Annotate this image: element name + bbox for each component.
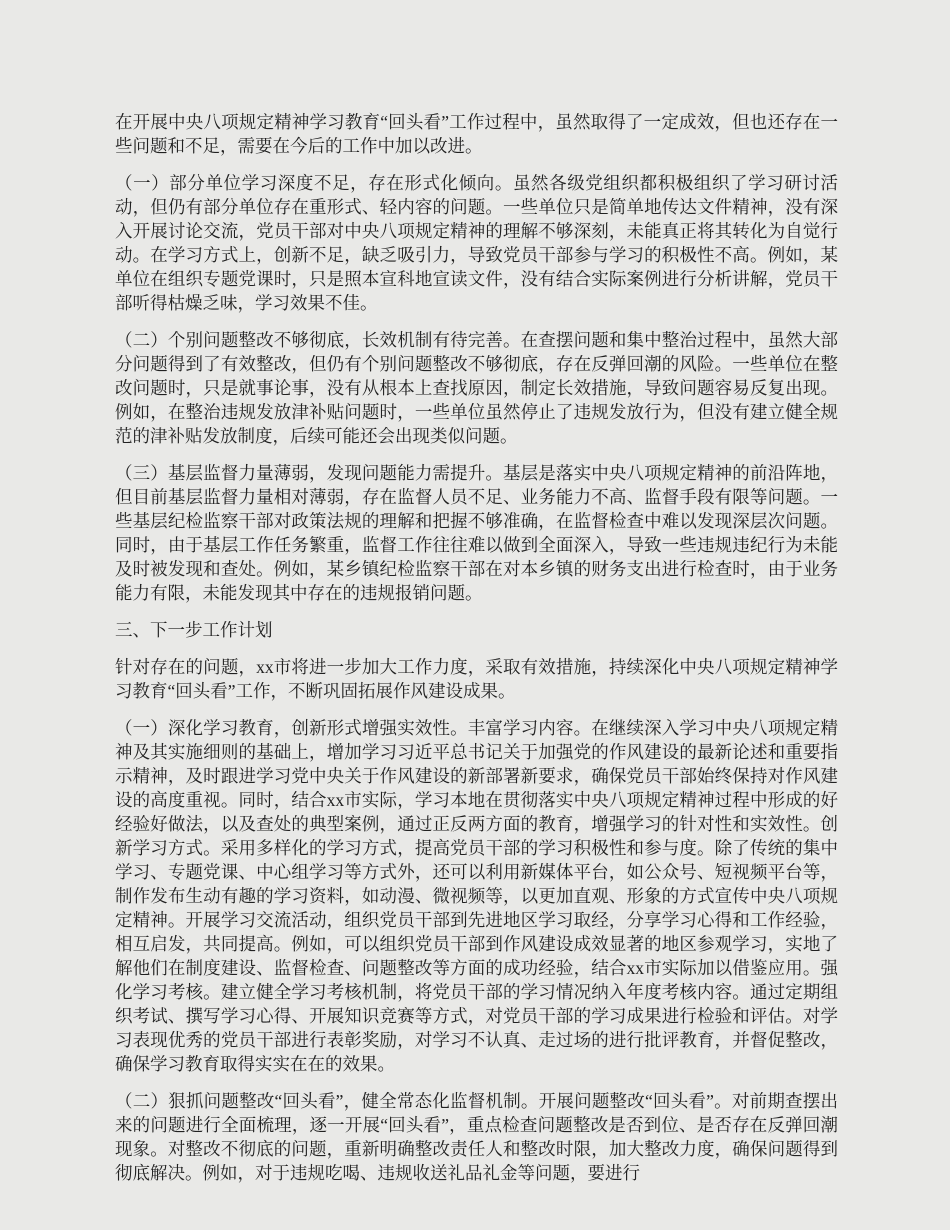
section-heading: 三、下一步工作计划 [115, 620, 273, 640]
document-paragraph: （三）基层监督力量薄弱，发现问题能力需提升。基层是落实中央八项规定精神的前沿阵地，但目前基层监督力量相对薄弱，存在监督人员不足、业务能力不高、监督手段有限等问题。一些基层纪检监察干部对政策法规的理解和把握不够准确，在监督检查中难以发现深层次问题。同时，由于基层工作任务繁重，监督工作往往难以做到全面深入，导致一些违规违纪行为未能及时被发现和查处。例如，某乡镇纪检监察干部在对本乡镇的财务支出进行检查时，由于业务能力有限，未能发现其中存在的违规报销问题。 [115, 463, 838, 603]
document-paragraph: 针对存在的问题，xx市将进一步加大工作力度，采取有效措施，持续深化中央八项规定精神学习教育“回头看”工作，不断巩固拓展作风建设成果。 [115, 657, 838, 701]
document-paragraph: （一）深化学习教育，创新形式增强实效性。丰富学习内容。在继续深入学习中央八项规定精神及其实施细则的基础上，增加学习习近平总书记关于加强党的作风建设的最新论述和重要指示精神，及时跟进学习党中央关于作风建设的新部署新要求，确保党员干部始终保持对作风建设的高度重视。同时，结合xx市实际，学习本地在贯彻落实中央八项规定精神过程中形成的好经验好做法，以及查处的典型案例，通过正反两方面的教育，增强学习的针对性和实效性。创新学习方式。采用多样化的学习方式，提高党员干部的学习积极性和参与度。除了传统的集中学习、专题党课、中心组学习等方式外，还可以利用新媒体平台，如公众号、短视频平台等，制作发布生动有趣的学习资料，如动漫、微视频等，以更加直观、形象的方式宣传中央八项规定精神。开展学习交流活动，组织党员干部到先进地区学习取经，分享学习心得和工作经验，相互启发，共同提高。例如，可以组织党员干部到作风建设成效显著的地区参观学习，实地了解他们在制度建设、监督检查、问题整改等方面的成功经验，结合xx市实际加以借鉴应用。强化学习考核。建立健全学习考核机制，将党员干部的学习情况纳入年度考核内容。通过定期组织考试、撰写学习心得、开展知识竞赛等方式，对党员干部的学习成果进行检验和评估。对学习表现优秀的党员干部进行表彰奖励，对学习不认真、走过场的进行批评教育，并督促整改，确保学习教育取得实实在在的效果。 [115, 718, 838, 1074]
document-paragraph: （二）狠抓问题整改“回头看”，健全常态化监督机制。开展问题整改“回头看”。对前期查摆出来的问题进行全面梳理，逐一开展“回头看”，重点检查问题整改是否到位、是否存在反弹回潮现象。对整改不彻底的问题，重新明确整改责任人和整改时限，加大整改力度，确保问题得到彻底解决。例如，对于违规吃喝、违规收送礼品礼金等问题，要进行 [115, 1091, 838, 1183]
document-paragraph: （一）部分单位学习深度不足，存在形式化倾向。虽然各级党组织都积极组织了学习研讨活动，但仍有部分单位存在重形式、轻内容的问题。一些单位只是简单地传达文件精神，没有深入开展讨论交流，党员干部对中央八项规定精神的理解不够深刻，未能真正将其转化为自觉行动。在学习方式上，创新不足，缺乏吸引力，导致党员干部参与学习的积极性不高。例如，某单位在组织专题党课时，只是照本宣科地宣读文件，没有结合实际案例进行分析讲解，党员干部听得枯燥乏味，学习效果不佳。 [115, 173, 838, 313]
document-paragraph: （二）个别问题整改不够彻底，长效机制有待完善。在查摆问题和集中整治过程中，虽然大部分问题得到了有效整改，但仍有个别问题整改不够彻底，存在反弹回潮的风险。一些单位在整改问题时，只是就事论事，没有从根本上查找原因，制定长效措施，导致问题容易反复出现。例如，在整治违规发放津补贴问题时，一些单位虽然停止了违规发放行为，但没有建立健全规范的津补贴发放制度，后续可能还会出现类似问题。 [115, 330, 838, 446]
document-paragraph: 在开展中央八项规定精神学习教育“回头看”工作过程中，虽然取得了一定成效，但也还存在一些问题和不足，需要在今后的工作中加以改进。 [115, 112, 838, 156]
